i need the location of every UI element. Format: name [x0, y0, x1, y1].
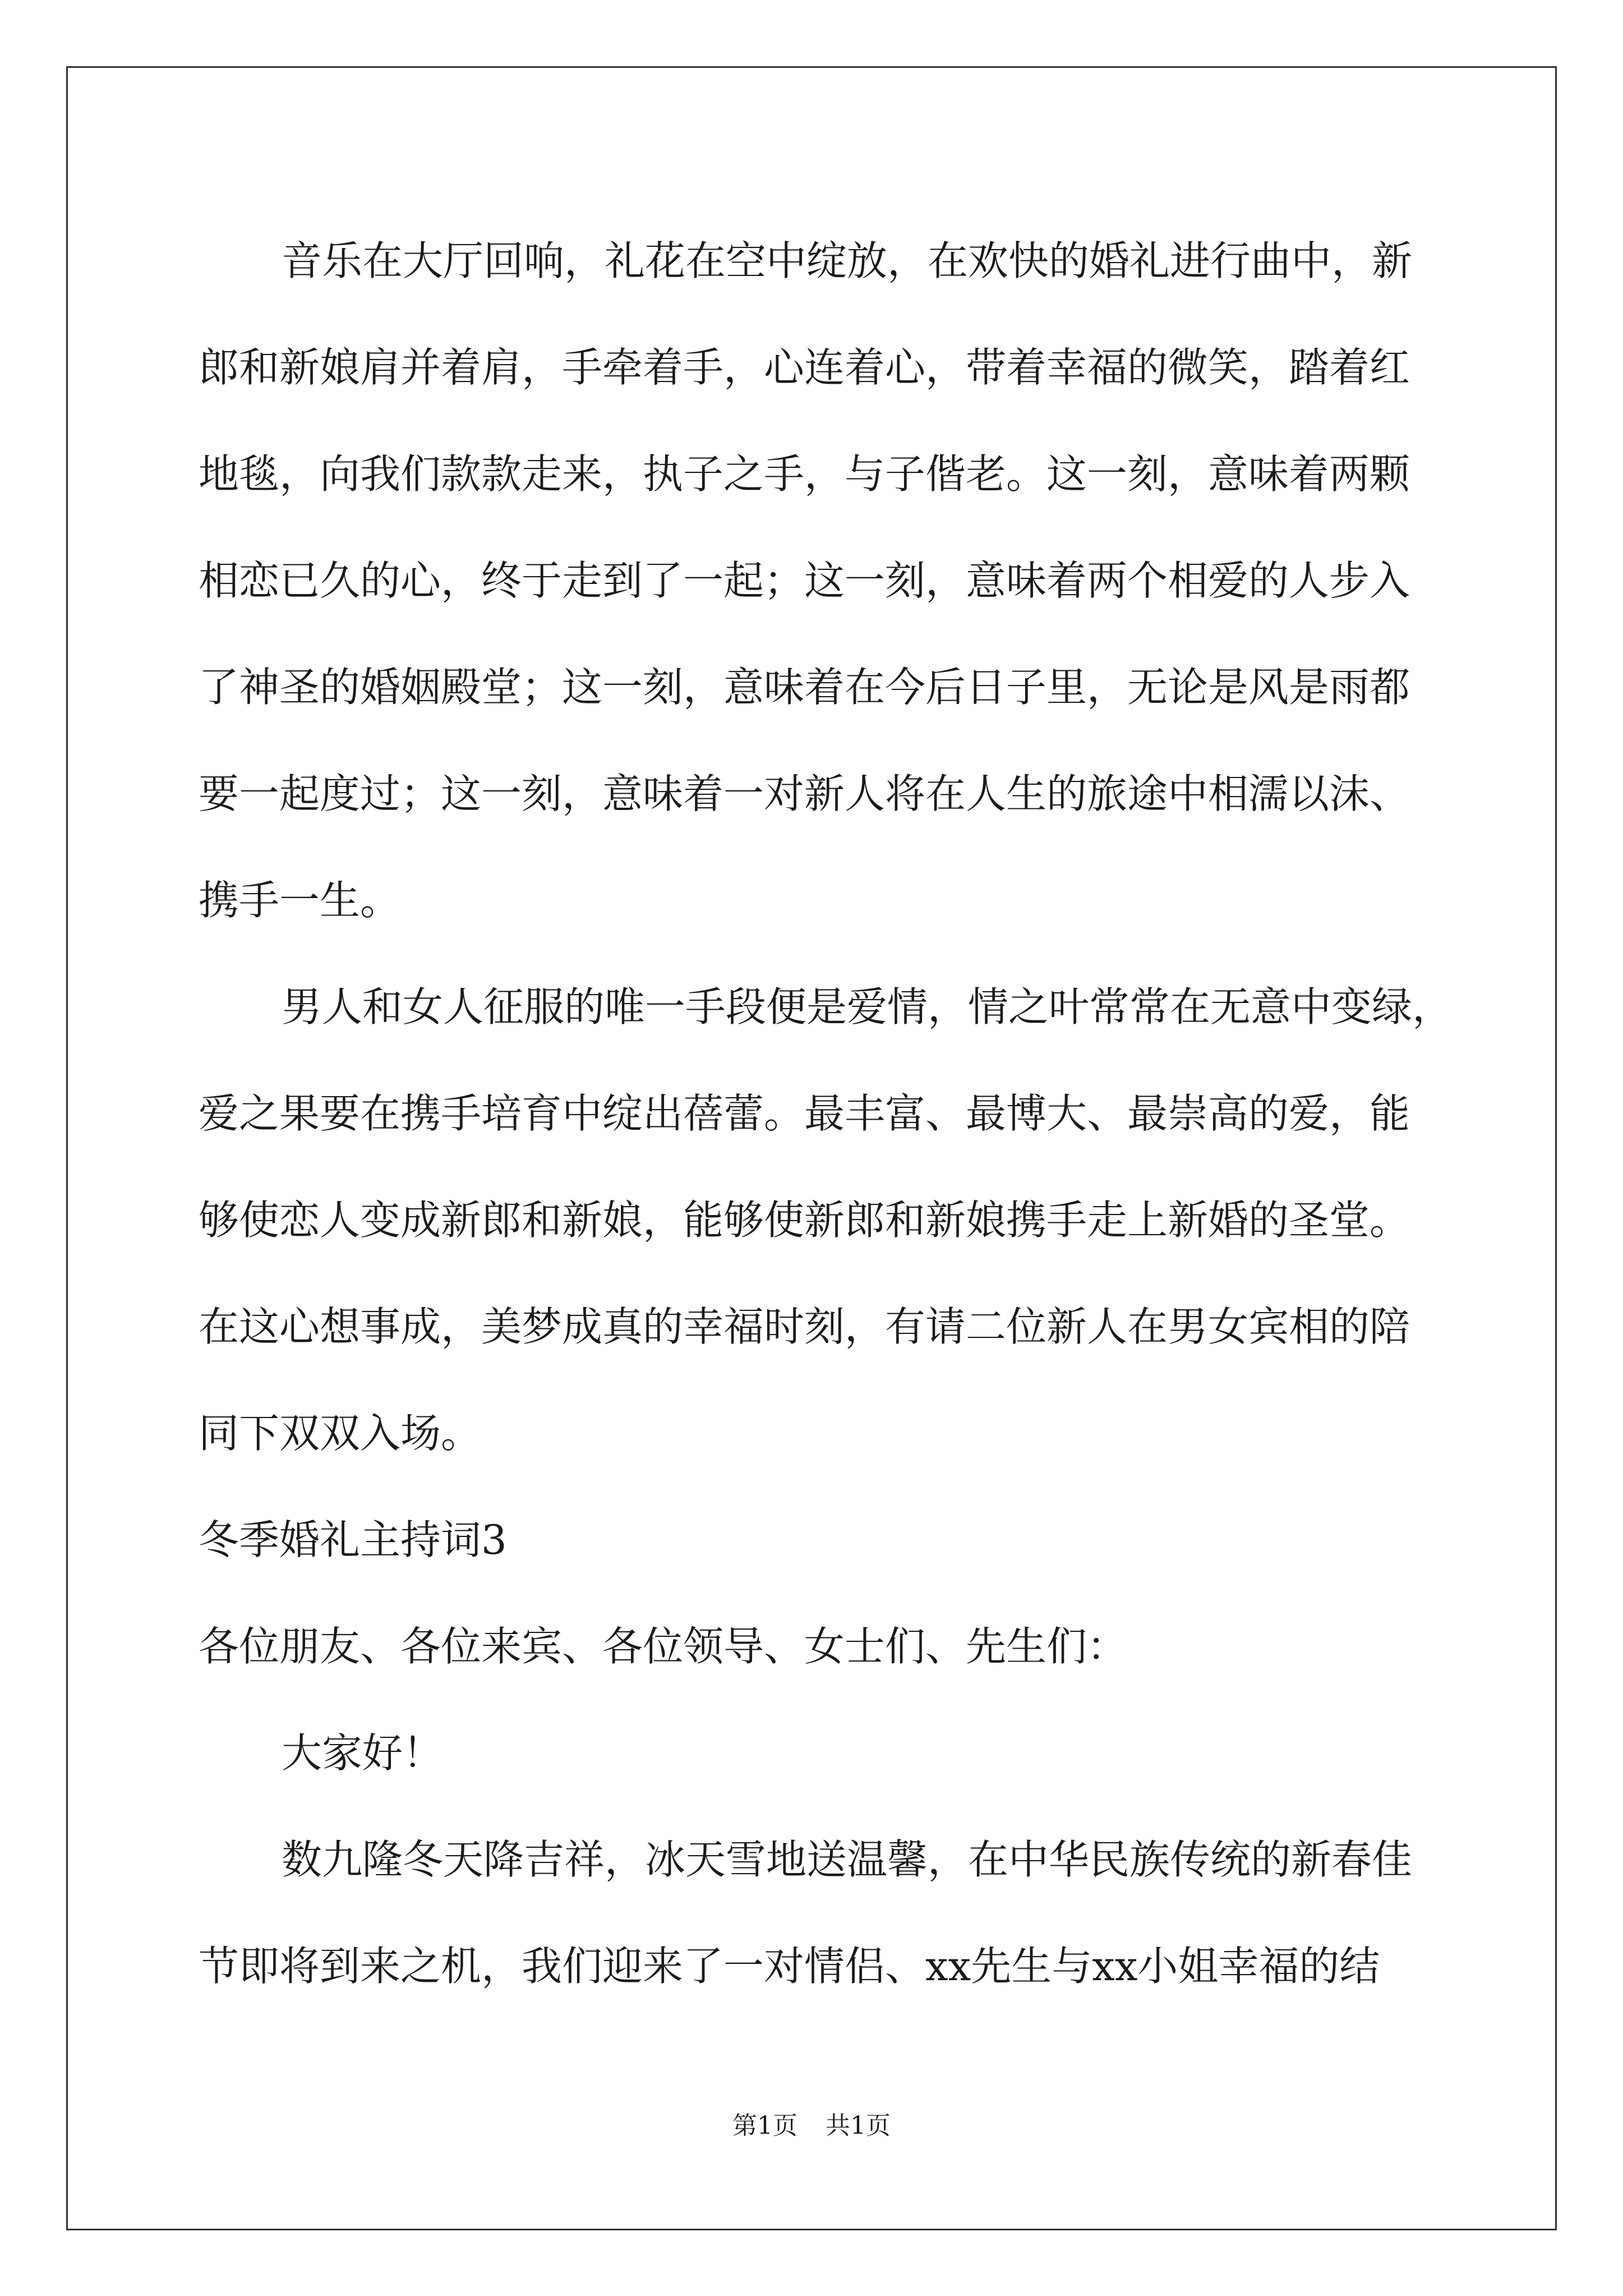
page-number: 第1页 — [732, 2111, 797, 2140]
paragraph-line: 了神圣的婚姻殿堂；这一刻，意味着在今后日子里，无论是风是雨都 — [199, 664, 1410, 711]
section-heading: 冬季婚礼主持词3 — [199, 1516, 507, 1563]
paragraph-line: 音乐在大厅回响，礼花在空中绽放，在欢快的婚礼进行曲中，新 — [282, 237, 1413, 284]
paragraph-line: 男人和女人征服的唯一手段便是爱情，情之叶常常在无意中变绿， — [282, 983, 1453, 1030]
paragraph-line: 要一起度过；这一刻，意味着一对新人将在人生的旅途中相濡以沫、 — [199, 770, 1410, 817]
paragraph-line: 够使恋人变成新郎和新娘，能够使新郎和新娘携手走上新婚的圣堂。 — [199, 1197, 1410, 1244]
greeting-line: 大家好！ — [282, 1729, 444, 1777]
paragraph-line: 在这心想事成，美梦成真的幸福时刻，有请二位新人在男女宾相的陪 — [199, 1303, 1410, 1350]
paragraph-line: 携手一生。 — [199, 877, 401, 924]
paragraph-line: 地毯，向我们款款走来，执子之手，与子偕老。这一刻，意味着两颗 — [199, 450, 1410, 498]
page-total: 共1页 — [826, 2111, 891, 2140]
document-body — [199, 208, 1453, 2019]
page-footer — [0, 2109, 1623, 2143]
paragraph-line: 相恋已久的心，终于走到了一起；这一刻，意味着两个相爱的人步入 — [199, 557, 1410, 604]
paragraph-line: 爱之果要在携手培育中绽出蓓蕾。最丰富、最博大、最崇高的爱，能 — [199, 1090, 1410, 1137]
paragraph-line: 节即将到来之机，我们迎来了一对情侣、xx先生与xx小姐幸福的结 — [199, 1943, 1380, 1990]
paragraph-line: 郎和新娘肩并着肩，手牵着手，心连着心，带着幸福的微笑，踏着红 — [199, 344, 1410, 391]
paragraph-line: 同下双双入场。 — [199, 1410, 482, 1457]
paragraph-line: 数九隆冬天降吉祥，冰天雪地送温馨，在中华民族传统的新春佳 — [282, 1836, 1413, 1883]
salutation-line: 各位朋友、各位来宾、各位领导、女士们、先生们： — [199, 1623, 1128, 1670]
